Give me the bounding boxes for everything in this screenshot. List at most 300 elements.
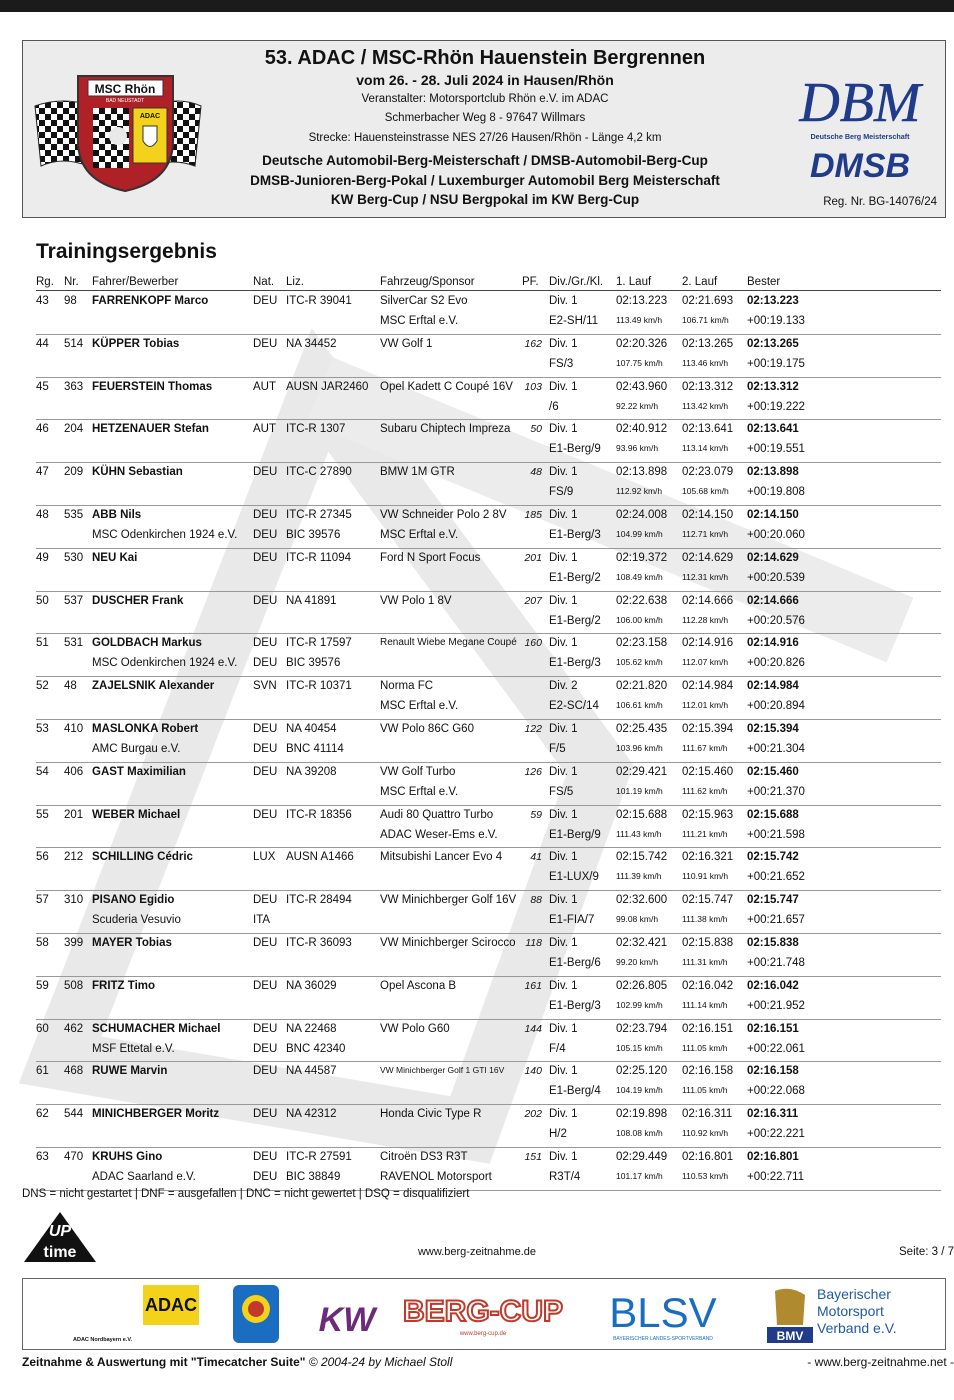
cell-car: VW Golf Turbo (380, 765, 456, 778)
col-run2: 2. Lauf (682, 276, 718, 288)
cell-nat2: DEU (253, 742, 278, 755)
cell-rg: 51 (36, 637, 49, 650)
cell-sponsor: RAVENOL Motorsport (380, 1170, 492, 1183)
cell-lic: NA 22468 (286, 1022, 337, 1035)
cell-sp2: 112.01 km/h (682, 700, 729, 711)
cell-nat: DEU (253, 1065, 278, 1078)
cell-rg: 57 (36, 894, 49, 907)
cell-entrant: Scuderia Vesuvio (92, 914, 181, 927)
cell-nr: 410 (64, 722, 84, 735)
cell-pf: 144 (524, 1022, 542, 1035)
cell-nat: DEU (253, 508, 278, 521)
cell-div: Div. 1 (549, 808, 578, 821)
cell-pf: 160 (524, 637, 542, 650)
table-row (36, 420, 941, 463)
cell-gap: +00:20.576 (747, 614, 805, 627)
cell-sp2: 113.14 km/h (682, 443, 729, 454)
cell-nat: DEU (253, 936, 278, 949)
bergcup-url: www.berg-cup.de (459, 1331, 507, 1337)
cell-run2: 02:16.311 (682, 1108, 733, 1121)
credit-prefix: Zeitnahme & Auswertung mit (22, 1355, 191, 1369)
cell-sp1: 111.43 km/h (616, 828, 662, 839)
cell-sp2: 111.21 km/h (682, 828, 728, 839)
cell-rg: 59 (36, 979, 49, 992)
cell-cls: F/5 (549, 742, 566, 755)
cell-sp2: 110.53 km/h (682, 1170, 729, 1181)
cell-best: 02:15.394 (747, 722, 799, 735)
cell-div: Div. 1 (549, 894, 578, 907)
cell-run1: 02:29.421 (616, 765, 668, 778)
cell-gap: +00:20.539 (747, 571, 805, 584)
col-car: Fahrzeug/Sponsor (380, 276, 475, 288)
cell-pf: 88 (530, 894, 542, 907)
cell-cls: E1-Berg/2 (549, 614, 601, 627)
event-address: Schmerbacher Weg 8 - 97647 Willmars (384, 112, 586, 124)
cell-lic: AUSN A1466 (286, 851, 354, 864)
cell-div: Div. 1 (549, 851, 578, 864)
cell-sp1: 106.00 km/h (616, 614, 663, 625)
cell-sp1: 106.61 km/h (616, 700, 663, 711)
cell-rg: 43 (36, 295, 49, 307)
cell-run2: 02:16.801 (682, 1150, 734, 1163)
cell-gap: +00:20.894 (747, 700, 805, 713)
cell-sp2: 111.05 km/h (682, 1042, 728, 1053)
footer-right-url[interactable]: - www.berg-zeitnahme.net - (807, 1355, 954, 1369)
cell-pf: 122 (524, 722, 542, 735)
cell-driver: MASLONKA Robert (92, 722, 199, 735)
cell-gap: +00:21.952 (747, 999, 805, 1012)
cell-run1: 02:40.912 (616, 423, 668, 436)
cell-sp2: 111.67 km/h (682, 742, 728, 753)
table-row (36, 463, 941, 506)
sponsor-bar (22, 1278, 946, 1350)
cell-run1: 02:15.688 (616, 808, 668, 821)
cell-sp2: 112.71 km/h (682, 528, 729, 539)
cell-nat: DEU (253, 1108, 278, 1121)
cell-cls: FS/3 (549, 357, 574, 370)
adac-mini-text: ADAC (139, 113, 161, 120)
bmv-line-1: Bayerischer (817, 1286, 891, 1302)
bergcup-logo-text: BERG-CUP (402, 1295, 564, 1328)
adac-sponsor-sub: ADAC Nordbayern e.V. (73, 1337, 133, 1343)
cell-cls: E2-SH/11 (549, 315, 599, 327)
cell-run1: 02:25.435 (616, 722, 668, 735)
cell-nat: DEU (253, 765, 278, 778)
cell-sp2: 113.42 km/h (682, 400, 729, 411)
cell-nr: 508 (64, 979, 84, 992)
cell-cls: E1-Berg/9 (549, 443, 601, 456)
cell-rg: 52 (36, 680, 49, 693)
cell-run1: 02:19.372 (616, 551, 668, 564)
cell-run2: 02:16.321 (682, 851, 734, 864)
cell-run2: 02:14.666 (682, 594, 734, 607)
cell-pf: 140 (524, 1065, 542, 1078)
event-title: 53. ADAC / MSC-Rhön Hauenstein Bergrennen (264, 47, 706, 69)
cell-run2: 02:21.693 (682, 295, 734, 307)
table-row (36, 378, 941, 421)
col-division: Div./Gr./Kl. (549, 276, 604, 288)
cell-rg: 60 (36, 1022, 49, 1035)
cell-nr: 209 (64, 466, 84, 479)
cell-best: 02:16.801 (747, 1150, 799, 1163)
cell-gap: +00:19.133 (747, 315, 805, 327)
table-row (36, 335, 941, 378)
cell-driver: DUSCHER Frank (92, 594, 184, 607)
cell-sponsor: ADAC Weser-Ems e.V. (380, 828, 498, 841)
cell-cls: E1-Berg/3 (549, 999, 601, 1012)
cell-best: 02:13.641 (747, 423, 799, 436)
cell-run1: 02:15.742 (616, 851, 668, 864)
cell-lic: ITC-R 28494 (286, 894, 352, 907)
cell-pf: 161 (524, 979, 542, 992)
cell-div: Div. 1 (549, 337, 578, 350)
footer-credit (22, 1355, 452, 1369)
cell-sp1: 103.96 km/h (616, 742, 663, 753)
cell-run2: 02:13.265 (682, 337, 734, 350)
cell-best: 02:14.629 (747, 551, 799, 564)
sport-emblem-logo (231, 1285, 281, 1343)
cell-div: Div. 1 (549, 508, 578, 521)
cell-best: 02:15.838 (747, 936, 799, 949)
cell-car: BMW 1M GTR (380, 466, 455, 479)
cell-div: Div. 1 (549, 1065, 578, 1078)
cell-car: SilverCar S2 Evo (380, 295, 468, 307)
cell-car: Subaru Chiptech Impreza (380, 423, 511, 436)
cell-driver: KÜPPER Tobias (92, 337, 180, 350)
cell-run1: 02:24.008 (616, 508, 668, 521)
cell-run2: 02:14.629 (682, 551, 734, 564)
cell-run2: 02:14.984 (682, 680, 734, 693)
cell-lic: ITC-R 17597 (286, 637, 352, 650)
cell-pf: 185 (524, 508, 542, 521)
cell-entrant: MSC Odenkirchen 1924 e.V. (92, 657, 238, 670)
cell-sp1: 112.92 km/h (616, 486, 663, 497)
cell-driver: FARRENKOPF Marco (92, 295, 209, 307)
cell-car: VW Minichberger Golf 16V (380, 894, 517, 907)
cell-nat: DEU (253, 1022, 278, 1035)
blsv-logo-sub: BAYERISCHER LANDES-SPORTVERBAND (613, 1336, 713, 1342)
cell-cls: E1-FIA/7 (549, 914, 595, 927)
up-time-logo-bottom: time (43, 1244, 77, 1261)
cell-nr: 468 (64, 1065, 84, 1078)
cell-lic: NA 34452 (286, 337, 337, 350)
cell-best: 02:14.916 (747, 637, 799, 650)
championship-line-1: Deutsche Automobil-Berg-Meisterschaft / DMSB-Automobil-Berg-Cup (262, 153, 708, 168)
cell-run2: 02:16.158 (682, 1065, 734, 1078)
cell-car: Mitsubishi Lancer Evo 4 (380, 851, 503, 864)
cell-car: VW Polo 1 8V (380, 594, 452, 607)
table-row (36, 891, 941, 934)
cell-sp2: 106.71 km/h (682, 315, 729, 325)
cell-sp1: 111.39 km/h (616, 871, 662, 882)
cell-sp1: 99.20 km/h (616, 956, 659, 967)
blsv-logo (591, 1285, 741, 1343)
cell-run2: 02:15.460 (682, 765, 734, 778)
bmv-line-2: Motorsport (817, 1303, 884, 1319)
cell-sp2: 111.62 km/h (682, 785, 728, 796)
footer-url[interactable]: www.berg-zeitnahme.de (417, 1246, 536, 1258)
cell-rg: 45 (36, 380, 49, 393)
cell-rg: 56 (36, 851, 49, 864)
cell-lic2: BIC 39576 (286, 528, 341, 541)
table-row (36, 763, 941, 806)
table-header (36, 276, 941, 291)
cell-lic: NA 42312 (286, 1108, 337, 1121)
cell-lic: ITC-R 11094 (286, 551, 351, 564)
cell-sp1: 102.99 km/h (616, 999, 663, 1010)
table-row (36, 1062, 941, 1105)
cell-rg: 53 (36, 722, 49, 735)
cell-nr: 531 (64, 637, 84, 650)
cell-nat: DEU (253, 337, 278, 350)
cell-pf: 202 (524, 1108, 542, 1121)
cell-cls: E1-Berg/2 (549, 571, 601, 584)
cell-lic: ITC-R 27345 (286, 508, 352, 521)
cell-gap: +00:21.598 (747, 828, 805, 841)
cell-run1: 02:32.600 (616, 894, 668, 907)
col-driver: Fahrer/Bewerber (92, 276, 179, 288)
cell-nat: AUT (253, 380, 276, 393)
cell-pf: 48 (530, 466, 542, 479)
cell-nr: 514 (64, 337, 84, 350)
cell-run1: 02:43.960 (616, 380, 668, 393)
table-row (36, 848, 941, 891)
status-legend: DNS = nicht gestartet | DNF = ausgefallen | DNC = nicht gewertet | DSQ = disqualifiziert (22, 1188, 470, 1200)
cell-lic: NA 36029 (286, 979, 337, 992)
cell-run2: 02:23.079 (682, 466, 734, 479)
cell-div: Div. 1 (549, 466, 578, 479)
cell-lic: ITC-R 27591 (286, 1150, 352, 1163)
cell-nat: DEU (253, 551, 278, 564)
cell-best: 02:13.223 (747, 295, 799, 307)
cell-car: VW Schneider Polo 2 8V (380, 508, 507, 521)
cell-nat: DEU (253, 722, 278, 735)
cell-best: 02:13.898 (747, 466, 799, 479)
adac-sponsor-logo (71, 1285, 203, 1343)
cell-sp1: 113.49 km/h (616, 315, 663, 325)
cell-pf: 59 (530, 808, 542, 821)
cell-driver: MINICHBERGER Moritz (92, 1108, 220, 1121)
cell-div: Div. 1 (549, 936, 578, 949)
cell-run1: 02:32.421 (616, 936, 668, 949)
cell-driver: RUWE Marvin (92, 1065, 168, 1078)
cell-best: 02:15.460 (747, 765, 799, 778)
table-row (36, 1105, 941, 1148)
cell-best: 02:13.265 (747, 337, 799, 350)
cell-div: Div. 1 (549, 594, 578, 607)
cell-lic: NA 41891 (286, 594, 337, 607)
cell-run1: 02:22.638 (616, 594, 668, 607)
cell-best: 02:15.747 (747, 894, 799, 907)
cell-gap: +00:19.175 (747, 357, 805, 370)
cell-rg: 62 (36, 1108, 49, 1121)
cell-run2: 02:13.641 (682, 423, 734, 436)
table-row (36, 592, 941, 635)
cell-rg: 63 (36, 1150, 49, 1163)
event-track: Strecke: Hauensteinstrasse NES 27/26 Hausen/Rhön - Länge 4,2 km (308, 132, 662, 144)
cell-nat: DEU (253, 894, 278, 907)
cell-lic: ITC-R 1307 (286, 423, 346, 436)
cell-driver: SCHILLING Cédric (92, 851, 193, 864)
credit-suite: "Timecatcher Suite" (190, 1355, 306, 1369)
cell-sp1: 101.19 km/h (616, 785, 663, 796)
results-table (36, 292, 941, 1191)
bmv-line-3: Verband e.V. (817, 1320, 897, 1336)
cell-gap: +00:22.068 (747, 1085, 805, 1098)
cell-car: Citroën DS3 R3T (380, 1150, 468, 1163)
cell-nr: 406 (64, 765, 84, 778)
cell-driver: ABB Nils (92, 508, 142, 521)
cell-cls: E1-Berg/3 (549, 657, 601, 670)
cell-driver: ZAJELSNIK Alexander (92, 680, 215, 693)
col-rank: Rg. (36, 276, 54, 288)
table-row (36, 806, 941, 849)
cell-cls: /6 (549, 400, 559, 413)
cell-rg: 50 (36, 594, 49, 607)
dbm-dmsb-logo (775, 69, 945, 189)
cell-driver: MAYER Tobias (92, 936, 172, 949)
cell-run1: 02:23.794 (616, 1022, 668, 1035)
event-organizer: Veranstalter: Motorsportclub Rhön e.V. im ADAC (361, 93, 609, 105)
bmv-text (817, 1286, 897, 1337)
cell-nr: 212 (64, 851, 84, 864)
cell-rg: 58 (36, 936, 49, 949)
cell-rg: 47 (36, 466, 49, 479)
cell-nr: 201 (64, 808, 84, 821)
table-row (36, 292, 941, 335)
cell-sp2: 112.28 km/h (682, 614, 729, 625)
table-row (36, 549, 941, 592)
cell-nr: 462 (64, 1022, 84, 1035)
cell-nr: 535 (64, 508, 84, 521)
cell-driver: GAST Maximilian (92, 765, 186, 778)
cell-div: Div. 1 (549, 551, 578, 564)
cell-run2: 02:15.394 (682, 722, 734, 735)
cell-div: Div. 1 (549, 765, 578, 778)
cell-div: Div. 1 (549, 295, 578, 307)
event-date: vom 26. - 28. Juli 2024 in Hausen/Rhön (356, 72, 614, 88)
cell-run1: 02:25.120 (616, 1065, 668, 1078)
table-row (36, 720, 941, 763)
cell-gap: +00:21.652 (747, 871, 805, 884)
cell-lic: NA 39208 (286, 765, 337, 778)
cell-best: 02:15.688 (747, 808, 799, 821)
cell-pf: 126 (524, 765, 542, 778)
cell-sp2: 112.07 km/h (682, 657, 729, 668)
cell-car: Ford N Sport Focus (380, 551, 481, 564)
bmv-badge-text: BMV (776, 1329, 804, 1343)
cell-div: Div. 1 (549, 423, 578, 436)
cell-nat: DEU (253, 466, 278, 479)
cell-gap: +00:21.748 (747, 956, 805, 969)
cell-driver: FRITZ Timo (92, 979, 156, 992)
cell-car: VW Golf 1 (380, 337, 433, 350)
event-header (22, 40, 946, 218)
cell-gap: +00:19.808 (747, 486, 805, 499)
cell-div: Div. 1 (549, 722, 578, 735)
table-row (36, 1148, 941, 1191)
blsv-logo-text: BLSV (609, 1289, 717, 1336)
cell-gap: +00:19.222 (747, 400, 805, 413)
cell-nr: 204 (64, 423, 84, 436)
cell-sp2: 110.91 km/h (682, 871, 729, 882)
cell-nat2: DEU (253, 657, 278, 670)
cell-gap: +00:21.657 (747, 914, 805, 927)
col-best: Bester (747, 276, 781, 288)
cell-nat2: DEU (253, 528, 278, 541)
cell-pf: 207 (524, 594, 542, 607)
cell-lic: ITC-C 27890 (286, 466, 352, 479)
cell-gap: +00:19.551 (747, 443, 805, 456)
cell-sponsor: MSC Erftal e.V. (380, 528, 459, 541)
cell-gap: +00:21.304 (747, 742, 805, 755)
cell-best: 02:14.984 (747, 680, 799, 693)
cell-cls: E1-Berg/3 (549, 528, 601, 541)
cell-rg: 48 (36, 508, 49, 521)
cell-sponsor: MSC Erftal e.V. (380, 700, 459, 713)
cell-div: Div. 2 (549, 680, 578, 693)
cell-sp2: 112.31 km/h (682, 571, 729, 582)
cell-car: VW Minichberger Scirocco (380, 936, 516, 949)
cell-best: 02:14.666 (747, 594, 799, 607)
cell-pf: 118 (525, 936, 542, 949)
cell-cls: E2-SC/14 (549, 700, 599, 713)
cell-div: Div. 1 (549, 637, 578, 650)
table-row (36, 934, 941, 977)
up-time-logo-top: UP (48, 1223, 72, 1240)
cell-nat: DEU (253, 1150, 278, 1163)
cell-driver: PISANO Egidio (92, 894, 175, 907)
cell-sp1: 105.62 km/h (616, 657, 663, 668)
cell-run1: 02:20.326 (616, 337, 668, 350)
col-run1: 1. Lauf (616, 276, 652, 288)
cell-run1: 02:26.805 (616, 979, 668, 992)
cell-gap: +00:20.826 (747, 657, 805, 670)
cell-run1: 02:19.898 (616, 1108, 668, 1121)
cell-driver: WEBER Michael (92, 808, 181, 821)
cell-pf: 50 (530, 423, 542, 436)
cell-car: VW Polo G60 (380, 1022, 450, 1035)
cell-rg: 46 (36, 423, 49, 436)
bmv-lion-logo (765, 1285, 815, 1343)
cell-pf: 151 (524, 1150, 542, 1163)
cell-div: Div. 1 (549, 979, 578, 992)
dmsb-logo-text: DMSB (809, 147, 911, 185)
kw-bergcup-logo (305, 1285, 575, 1343)
cell-nr: 310 (64, 894, 84, 907)
cell-run2: 02:14.916 (682, 637, 734, 650)
cell-run2: 02:16.042 (682, 979, 734, 992)
cell-run1: 02:13.223 (616, 295, 668, 307)
cell-gap: +00:22.221 (747, 1128, 805, 1141)
cell-nr: 544 (64, 1108, 84, 1121)
dbm-logo-sub: Deutsche Berg Meisterschaft (810, 132, 910, 141)
cell-sp1: 93.96 km/h (616, 443, 659, 454)
cell-sp2: 110.92 km/h (682, 1128, 729, 1139)
cell-car: Opel Kadett C Coupé 16V (380, 380, 513, 393)
cell-rg: 54 (36, 765, 49, 778)
cell-nat: DEU (253, 637, 278, 650)
registration-number: Reg. Nr. BG-14076/24 (823, 196, 937, 208)
cell-sp1: 101.17 km/h (616, 1170, 663, 1181)
cell-lic2: BNC 42340 (286, 1042, 346, 1055)
cell-sp2: 111.05 km/h (682, 1085, 728, 1096)
cell-driver: FEUERSTEIN Thomas (92, 380, 213, 393)
cell-pf: 162 (524, 337, 542, 350)
cell-sp2: 111.38 km/h (682, 914, 728, 925)
cell-nat: AUT (253, 423, 276, 436)
cell-sp2: 113.46 km/h (682, 357, 729, 368)
